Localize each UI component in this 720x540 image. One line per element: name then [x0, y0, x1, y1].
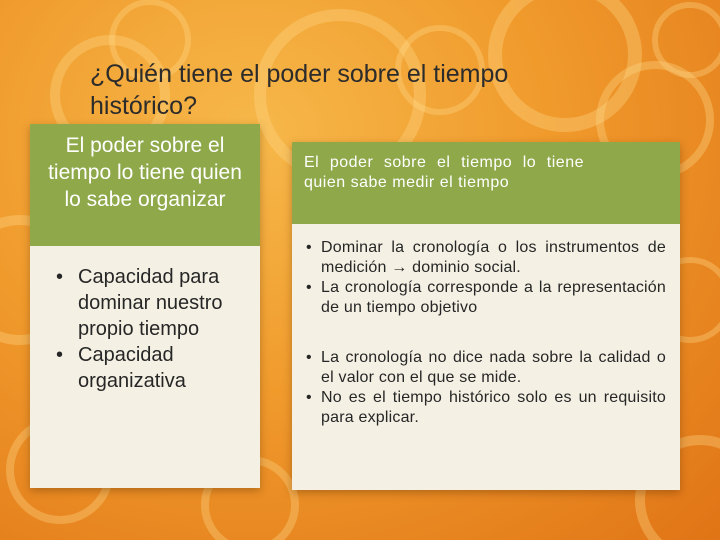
- left-card: [30, 124, 260, 488]
- list-item: • Capacidad organizativa: [52, 342, 248, 394]
- list-item: • No es el tiempo histórico solo es un requisito para explicar.: [304, 388, 666, 428]
- right-card-body: [292, 224, 680, 490]
- list-item: • Capacidad para dominar nuestro propio tiempo: [52, 264, 248, 342]
- right-card-bullet-list-bottom: [304, 348, 666, 428]
- list-item: • La cronología corresponde a la representación de un tiempo objetivo: [304, 278, 666, 318]
- slide-title: ¿Quién tiene el poder sobre el tiempo histórico?: [90, 60, 509, 120]
- list-item: • La cronología no dice nada sobre la calidad o el valor con el que se mide.: [304, 348, 666, 388]
- left-card-heading: El poder sobre el tiempo lo tiene quien lo sabe organizar: [30, 124, 260, 246]
- right-card-bullet-list-top: [304, 238, 666, 318]
- left-card-bullet-list: [52, 264, 248, 394]
- right-card: [292, 142, 680, 490]
- right-card-heading: El poder sobre el tiempo lo tiene quien sabe medir el tiempo: [292, 142, 680, 224]
- left-card-body: [30, 246, 260, 488]
- list-item: • Dominar la cronología o los instrumentos de medición → dominio social.: [304, 238, 666, 278]
